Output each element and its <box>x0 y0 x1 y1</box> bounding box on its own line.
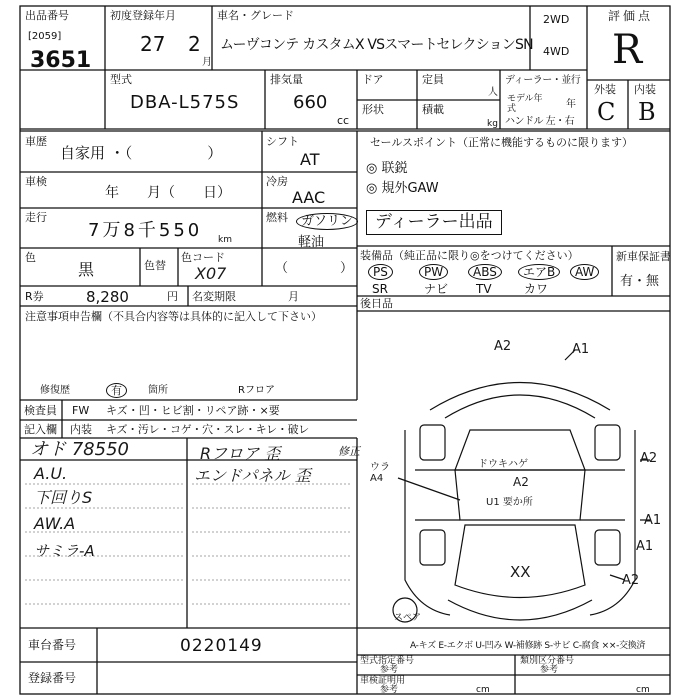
diagram-label-2: A1 <box>572 342 590 357</box>
interior-text: 内装 <box>70 423 92 436</box>
diagram-label-9: ウラ A4 <box>370 462 390 484</box>
mileage-label: 走行 <box>25 211 47 224</box>
name-change-label: 名変期限 <box>192 290 236 303</box>
new-warranty-label: 新車保証書 <box>616 250 671 263</box>
inspection-label: 車検 <box>25 175 47 188</box>
reg-label: 登録番号 <box>28 671 77 685</box>
equip-airbag: エアB <box>518 264 560 280</box>
drive-2wd: 2WD <box>543 13 570 26</box>
fuel-diesel: 軽油 <box>298 235 325 250</box>
shift-label: シフト <box>266 135 299 148</box>
displacement-value: 660 <box>293 92 328 113</box>
diagram-label-6: A1 <box>636 539 654 554</box>
reference-2: 参考 <box>540 665 559 675</box>
rating-label: 評価点 <box>608 9 654 23</box>
lot-small: [2059] <box>28 31 62 42</box>
note-endpanel: エンドパネル 歪 <box>194 466 311 485</box>
sales-item-2: ◎ 規外GAW <box>366 181 439 196</box>
fuel-blank: （ ） <box>275 261 354 276</box>
recycle-value: 8,280 <box>86 288 129 306</box>
yen-unit: 円 <box>167 290 178 303</box>
color-value: 黒 <box>78 260 95 279</box>
note-rfloor: Rフロア 歪 <box>200 444 281 463</box>
equip-pw: PW <box>419 264 448 280</box>
first-reg-label: 初度登録年月 <box>110 9 176 22</box>
color-change-label: 色替 <box>144 259 166 272</box>
interior-value: B <box>638 98 656 126</box>
equip-navi: ナビ <box>424 282 449 296</box>
car-name-label: 車名・グレード <box>217 9 294 22</box>
interior-label: 内装 <box>634 83 656 96</box>
note-aw: AW.A <box>34 514 76 533</box>
cert-label: 車検証明用 <box>360 676 406 686</box>
diagram-label-7: A2 <box>513 475 529 489</box>
capacity-unit: 人 <box>488 87 498 98</box>
equip-leather: カワ <box>524 282 549 296</box>
exterior-value: C <box>597 98 616 126</box>
diagram-label-8: XX <box>510 563 531 581</box>
inspector-line1: キズ・凹・ヒビ割・リペア跡・×要 <box>106 404 280 417</box>
equip-sr: SR <box>372 282 388 296</box>
inspector-line2: キズ・汚レ・コゲ・穴・スレ・キレ・破レ <box>106 423 309 436</box>
capacity-label: 定員 <box>422 73 444 86</box>
entry-label: 記入欄 <box>24 423 57 436</box>
lot-number: 3651 <box>30 48 92 73</box>
fuel-gasoline: ガソリン <box>296 213 358 230</box>
reference-3: 参考 <box>380 685 399 695</box>
diagram-note-1: ドウキハゲ <box>478 459 528 470</box>
inspector-label: 検査員 <box>24 404 57 417</box>
color-label: 色 <box>25 251 36 264</box>
warranty-value: 有・無 <box>620 274 660 289</box>
history-value: 自家用 ・（ ） <box>60 144 223 162</box>
rear-seat-label: 後日品 <box>360 297 393 310</box>
repair-label: 修復歴 <box>40 385 70 396</box>
legend: A-キズ E-エクボ U-凹み W-補修跡 S-サビ C-腐食 ××-交換済 <box>410 641 646 651</box>
dealer-stamp: ディーラー出品 <box>366 210 502 235</box>
first-reg-year: 27 <box>140 32 166 56</box>
cm-unit-2: cm <box>636 685 650 695</box>
inspection-value: 年 月（ 日） <box>105 185 231 201</box>
notes-title: 注意事項申告欄（不具合内容等は具体的に記入して下さい） <box>25 310 322 323</box>
ac-label: 冷房 <box>266 175 288 188</box>
location-label: 箇所 <box>148 385 168 396</box>
door-label: ドア <box>362 73 384 86</box>
diagram-note-3: U1 要か所 <box>486 497 533 508</box>
diagram-label-5: A2 <box>622 573 640 588</box>
chassis-label: 車台番号 <box>28 638 77 652</box>
shape-number-label: 型式指定番号 <box>360 656 415 666</box>
model-year-label: モデル年式 <box>507 94 543 114</box>
shape-label: 形状 <box>362 103 384 116</box>
shift-value: AT <box>300 150 320 169</box>
name-change-value: 月 <box>288 290 299 303</box>
history-label: 車歴 <box>25 135 47 148</box>
handle-label: ハンドル 左・右 <box>505 116 575 127</box>
repair-value: 有 <box>106 383 127 398</box>
equip-aw: AW <box>570 264 599 280</box>
km-unit: km <box>218 235 232 245</box>
dealer-label: ディーラー・並行 <box>505 75 581 86</box>
inspector-fw: FW <box>72 404 90 417</box>
model-label: 型式 <box>110 73 132 86</box>
note-underbody: 下回りS <box>34 488 93 507</box>
diagram-label-1: A2 <box>494 339 512 354</box>
ac-value: AAC <box>292 188 326 207</box>
equip-ps: PS <box>368 264 393 280</box>
sales-item-1: ◎ 联鋭 <box>366 161 408 176</box>
year-unit: 年 <box>566 99 576 110</box>
first-reg-month: 2 <box>188 32 201 56</box>
model-value: DBA-L575S <box>130 92 240 113</box>
note-odo: オド 78550 <box>30 439 129 460</box>
chassis-value: 0220149 <box>180 636 263 656</box>
reference-1: 参考 <box>380 665 399 675</box>
note-au: A.U. <box>34 464 68 483</box>
load-label: 積載 <box>422 103 444 116</box>
mileage-value: 7万8千550 <box>88 220 203 241</box>
displacement-label: 排気量 <box>270 73 303 86</box>
equipment-label: 装備品（純正品に限り◎をつけてください） <box>360 249 579 262</box>
equip-abs: ABS <box>468 264 502 280</box>
color-code-value: X07 <box>195 264 227 283</box>
diagram-label-4: A1 <box>644 513 662 528</box>
cc-unit: cc <box>337 114 350 127</box>
recycle-label: R券 <box>25 290 44 303</box>
diagram-label-3: A2 <box>640 451 658 466</box>
car-name: ムーヴコンテ カスタムX VSスマートセレクションSN <box>220 37 533 53</box>
spare-label: スペア <box>394 613 422 623</box>
equip-tv: TV <box>476 282 492 296</box>
lot-label: 出品番号 <box>25 9 69 22</box>
exterior-label: 外装 <box>594 83 616 96</box>
load-unit: kg <box>487 119 498 129</box>
rating-value: R <box>612 27 643 73</box>
color-code-label: 色コード <box>181 251 225 264</box>
drive-4wd: 4WD <box>543 45 570 58</box>
location-value: Rフロア <box>238 385 275 396</box>
cm-unit-1: cm <box>476 685 490 695</box>
month-unit: 月 <box>202 57 212 68</box>
sales-label: セールスポイント（正常に機能するものに限ります） <box>370 136 634 149</box>
fuel-label: 燃料 <box>266 211 288 224</box>
class-label: 類別区分番号 <box>520 656 575 666</box>
note-mirror: サミラ-A <box>34 542 95 560</box>
note-repaired: 修正 <box>338 445 360 458</box>
